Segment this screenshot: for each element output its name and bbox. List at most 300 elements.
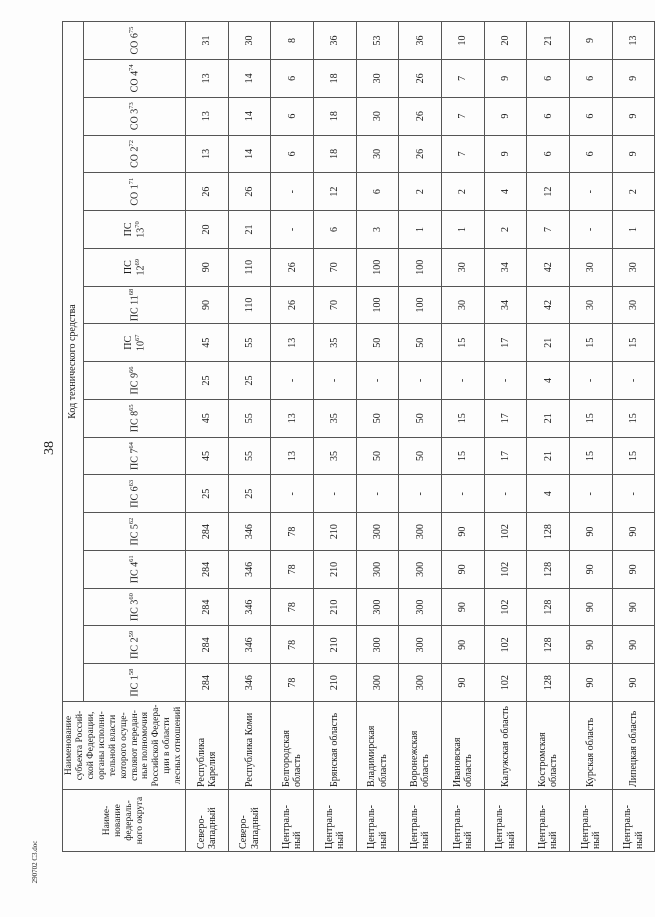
table-row: [527, 22, 570, 852]
header-text-line: федераль-: [124, 800, 135, 841]
value-cell: -: [570, 211, 613, 249]
value-cell: 30: [442, 286, 485, 324]
code-header: [84, 664, 186, 702]
table-row: [570, 22, 613, 852]
value-cell: 25: [186, 475, 229, 513]
value-cell: 14: [228, 97, 271, 135]
value-cell: -: [314, 362, 357, 400]
value-cell: -: [570, 173, 613, 211]
value-cell: 13: [271, 324, 314, 362]
code-header: [84, 97, 186, 135]
value-cell: 90: [186, 286, 229, 324]
value-cell: 90: [612, 626, 655, 664]
code-label: СО 4: [129, 70, 141, 93]
table-row: [399, 22, 442, 852]
value-cell: 30: [356, 97, 399, 135]
value-cell: 31: [186, 22, 229, 60]
value-cell: 50: [356, 324, 399, 362]
value-cell: 10: [442, 22, 485, 60]
value-cell: 6: [527, 97, 570, 135]
code-superscript: 74: [128, 64, 136, 71]
value-cell: 2: [442, 173, 485, 211]
value-cell: 7: [442, 135, 485, 173]
value-cell: 284: [186, 550, 229, 588]
code-superscript: 72: [128, 139, 136, 147]
code-label: СО 1: [129, 184, 141, 206]
value-cell: 13: [186, 97, 229, 135]
value-cell: 100: [356, 248, 399, 286]
value-cell: 21: [228, 211, 271, 249]
value-cell: 90: [570, 626, 613, 664]
value-cell: 25: [186, 362, 229, 400]
value-cell: 50: [399, 399, 442, 437]
header-subject: [63, 702, 186, 790]
table-row: [186, 22, 229, 852]
table-row: [271, 22, 314, 852]
district-cell: Централь-ный: [442, 790, 485, 852]
value-cell: 55: [228, 437, 271, 475]
value-cell: 346: [228, 626, 271, 664]
code-header: [84, 550, 186, 588]
value-cell: 128: [527, 664, 570, 702]
value-cell: 30: [570, 248, 613, 286]
header-text-line: ного округа: [134, 796, 145, 845]
value-cell: 210: [314, 626, 357, 664]
value-cell: 13: [186, 135, 229, 173]
subject-cell: Брянская область: [314, 702, 357, 790]
value-cell: 18: [314, 97, 357, 135]
value-cell: -: [484, 362, 527, 400]
value-cell: 26: [399, 59, 442, 97]
table-row: [612, 22, 655, 852]
code-header: [84, 437, 186, 475]
value-cell: 128: [527, 626, 570, 664]
value-cell: 8: [271, 22, 314, 60]
code-superscript: 61: [128, 555, 136, 562]
value-cell: -: [356, 362, 399, 400]
value-cell: 4: [484, 173, 527, 211]
header-text-line: тельной власти: [107, 714, 118, 777]
value-cell: 210: [314, 664, 357, 702]
value-cell: 15: [612, 437, 655, 475]
value-cell: 102: [484, 626, 527, 664]
value-cell: 35: [314, 437, 357, 475]
code-header: [84, 135, 186, 173]
value-cell: 2: [612, 173, 655, 211]
header-text-line: нование: [113, 804, 124, 837]
value-cell: 300: [356, 588, 399, 626]
header-code-group: Код технического средства: [63, 22, 84, 702]
value-cell: 26: [271, 286, 314, 324]
value-cell: -: [570, 475, 613, 513]
value-cell: 9: [612, 97, 655, 135]
district-cell: Северо-Западный: [186, 790, 229, 852]
code-superscript: 68: [128, 288, 136, 296]
value-cell: 50: [399, 437, 442, 475]
header-text-line: Наиме-: [102, 805, 113, 836]
value-cell: 3: [356, 211, 399, 249]
value-cell: 26: [228, 173, 271, 211]
value-cell: 90: [612, 550, 655, 588]
value-cell: 70: [314, 286, 357, 324]
value-cell: 6: [271, 97, 314, 135]
subject-cell: Ивановская область: [442, 702, 485, 790]
code-header: [84, 475, 186, 513]
value-cell: 12: [314, 173, 357, 211]
code-label: ПС 11: [129, 295, 141, 322]
value-cell: 17: [484, 399, 527, 437]
value-cell: 102: [484, 550, 527, 588]
value-cell: -: [271, 211, 314, 249]
code-superscript: 67: [133, 334, 141, 341]
value-cell: 25: [228, 475, 271, 513]
value-cell: 50: [399, 324, 442, 362]
value-cell: -: [356, 475, 399, 513]
value-cell: 21: [527, 324, 570, 362]
doc-footer: 290702 С3.doc: [31, 840, 39, 884]
code-label: ПС 1: [129, 675, 141, 697]
subject-cell: Белгородская область: [271, 702, 314, 790]
value-cell: 110: [228, 248, 271, 286]
page-number: 38: [42, 441, 57, 455]
code-label: ПС 6: [129, 486, 141, 508]
value-cell: -: [570, 362, 613, 400]
code-label: СО 3: [129, 108, 141, 131]
code-label: ПС 8: [129, 410, 141, 433]
value-cell: 42: [527, 286, 570, 324]
district-cell: Централь-ный: [271, 790, 314, 852]
district-cell: Централь-ный: [527, 790, 570, 852]
value-cell: 30: [612, 248, 655, 286]
value-cell: 300: [399, 588, 442, 626]
value-cell: 128: [527, 588, 570, 626]
code-label: ПС 12: [122, 260, 147, 276]
value-cell: 25: [228, 362, 271, 400]
value-cell: 6: [527, 59, 570, 97]
value-cell: 90: [442, 626, 485, 664]
value-cell: 102: [484, 588, 527, 626]
header-text-line: лесных отношений: [173, 706, 184, 785]
table-row: [442, 22, 485, 852]
value-cell: 15: [442, 324, 485, 362]
value-cell: 128: [527, 550, 570, 588]
value-cell: 102: [484, 664, 527, 702]
value-cell: -: [399, 475, 442, 513]
value-cell: 20: [186, 211, 229, 249]
value-cell: 110: [228, 286, 271, 324]
value-cell: 9: [612, 135, 655, 173]
value-cell: 15: [570, 437, 613, 475]
value-cell: 15: [570, 399, 613, 437]
code-label: ПС 3: [129, 599, 141, 622]
table-row: [356, 22, 399, 852]
value-cell: 90: [442, 513, 485, 551]
header-text-line: ные полномочия: [140, 712, 151, 779]
value-cell: 30: [570, 286, 613, 324]
subject-cell: Курская область: [570, 702, 613, 790]
code-label: СО 6: [129, 33, 141, 55]
value-cell: 300: [356, 626, 399, 664]
value-cell: 6: [314, 211, 357, 249]
table-row: [484, 22, 527, 852]
value-cell: 9: [484, 97, 527, 135]
value-cell: 1: [442, 211, 485, 249]
value-cell: -: [271, 475, 314, 513]
value-cell: 36: [314, 22, 357, 60]
code-label: ПС 9: [129, 373, 141, 395]
code-superscript: 60: [128, 593, 136, 600]
table-row: [228, 22, 271, 852]
code-superscript: 66: [128, 366, 136, 374]
value-cell: 102: [484, 513, 527, 551]
code-header: [84, 59, 186, 97]
value-cell: 14: [228, 135, 271, 173]
value-cell: 26: [399, 97, 442, 135]
value-cell: -: [314, 475, 357, 513]
value-cell: 128: [527, 513, 570, 551]
district-cell: Централь-ный: [399, 790, 442, 852]
value-cell: 300: [356, 513, 399, 551]
value-cell: 45: [186, 399, 229, 437]
value-cell: 9: [484, 135, 527, 173]
value-cell: 346: [228, 550, 271, 588]
header-text-line: ствляют передан-: [129, 710, 140, 781]
code-label: ПС 4: [129, 561, 141, 584]
value-cell: 9: [570, 22, 613, 60]
code-superscript: 58: [128, 668, 136, 676]
value-cell: -: [612, 475, 655, 513]
value-cell: 26: [271, 248, 314, 286]
value-cell: 9: [612, 59, 655, 97]
table-row: [314, 22, 357, 852]
code-header: [84, 626, 186, 664]
code-superscript: 65: [128, 404, 136, 411]
value-cell: 78: [271, 626, 314, 664]
value-cell: 53: [356, 22, 399, 60]
value-cell: 6: [570, 97, 613, 135]
code-superscript: 62: [128, 517, 136, 525]
value-cell: 90: [570, 664, 613, 702]
header-text-line: ской Федерации,: [85, 711, 96, 780]
value-cell: 6: [570, 135, 613, 173]
value-cell: 90: [442, 664, 485, 702]
value-cell: 13: [271, 437, 314, 475]
value-cell: 70: [314, 248, 357, 286]
header-text-line: субъекта Россий-: [74, 710, 85, 781]
code-label: ПС 2: [129, 637, 141, 659]
value-cell: 300: [356, 550, 399, 588]
value-cell: 6: [570, 59, 613, 97]
value-cell: 90: [570, 550, 613, 588]
value-cell: 1: [399, 211, 442, 249]
value-cell: 55: [228, 324, 271, 362]
code-superscript: 59: [128, 630, 136, 638]
header-text-line: Российской Федера-: [151, 704, 162, 787]
value-cell: 18: [314, 59, 357, 97]
value-cell: 30: [442, 248, 485, 286]
district-cell: Централь-ный: [314, 790, 357, 852]
value-cell: 21: [527, 437, 570, 475]
value-cell: 9: [484, 59, 527, 97]
value-cell: -: [484, 475, 527, 513]
code-header: [84, 399, 186, 437]
value-cell: 7: [442, 97, 485, 135]
value-cell: 78: [271, 588, 314, 626]
district-cell: Централь-ный: [356, 790, 399, 852]
code-superscript: 73: [128, 102, 136, 109]
value-cell: 35: [314, 399, 357, 437]
header-text-line: ции в области: [162, 717, 173, 774]
value-cell: 34: [484, 286, 527, 324]
value-cell: 26: [186, 173, 229, 211]
code-label: СО 2: [129, 146, 141, 168]
value-cell: 13: [271, 399, 314, 437]
value-cell: 15: [612, 399, 655, 437]
value-cell: 284: [186, 664, 229, 702]
code-header: [84, 324, 186, 362]
value-cell: 55: [228, 399, 271, 437]
value-cell: -: [271, 362, 314, 400]
value-cell: 100: [356, 286, 399, 324]
value-cell: 15: [442, 399, 485, 437]
value-cell: 4: [527, 362, 570, 400]
code-label: ПС 5: [129, 524, 141, 546]
value-cell: 284: [186, 588, 229, 626]
value-cell: -: [442, 362, 485, 400]
value-cell: -: [271, 173, 314, 211]
code-superscript: 69: [133, 258, 141, 266]
value-cell: 90: [570, 588, 613, 626]
value-cell: 13: [186, 59, 229, 97]
value-cell: 21: [527, 22, 570, 60]
table-body: [186, 22, 655, 852]
code-label: ПС 13: [122, 222, 147, 238]
subject-cell: Владимирская область: [356, 702, 399, 790]
value-cell: 45: [186, 437, 229, 475]
value-cell: 90: [442, 550, 485, 588]
value-cell: 1: [612, 211, 655, 249]
value-cell: 4: [527, 475, 570, 513]
code-header: [84, 513, 186, 551]
value-cell: 26: [399, 135, 442, 173]
value-cell: 45: [186, 324, 229, 362]
value-cell: 346: [228, 588, 271, 626]
value-cell: 100: [399, 248, 442, 286]
subject-cell: Липецкая область: [612, 702, 655, 790]
value-cell: 6: [527, 135, 570, 173]
value-cell: 7: [527, 211, 570, 249]
value-cell: 90: [186, 248, 229, 286]
district-cell: Северо-Западный: [228, 790, 271, 852]
subject-cell: Республика Коми: [228, 702, 271, 790]
value-cell: 2: [484, 211, 527, 249]
value-cell: 78: [271, 664, 314, 702]
code-header: [84, 211, 186, 249]
district-cell: Централь-ный: [570, 790, 613, 852]
value-cell: 2: [399, 173, 442, 211]
value-cell: 17: [484, 324, 527, 362]
value-cell: 78: [271, 550, 314, 588]
value-cell: 90: [612, 664, 655, 702]
value-cell: 7: [442, 59, 485, 97]
value-cell: 300: [399, 550, 442, 588]
value-cell: 90: [570, 513, 613, 551]
header-text-line: Наименование: [64, 715, 74, 776]
header-text-line: органы исполни-: [96, 711, 107, 780]
code-superscript: 71: [128, 177, 136, 185]
value-cell: 6: [356, 173, 399, 211]
value-cell: 30: [612, 286, 655, 324]
technical-means-table: [62, 21, 655, 852]
value-cell: 13: [612, 22, 655, 60]
code-header: [84, 248, 186, 286]
code-superscript: 63: [128, 479, 136, 487]
value-cell: 15: [612, 324, 655, 362]
code-header: [84, 173, 186, 211]
value-cell: 21: [527, 399, 570, 437]
value-cell: 17: [484, 437, 527, 475]
value-cell: 36: [399, 22, 442, 60]
value-cell: 18: [314, 135, 357, 173]
code-superscript: 70: [133, 221, 141, 228]
subject-cell: Республика Карелия: [186, 702, 229, 790]
value-cell: 300: [399, 513, 442, 551]
value-cell: 100: [399, 286, 442, 324]
value-cell: 300: [399, 664, 442, 702]
value-cell: 90: [612, 513, 655, 551]
value-cell: 284: [186, 513, 229, 551]
rotated-table-wrapper: [62, 22, 645, 852]
value-cell: 50: [356, 399, 399, 437]
subject-cell: Воронежская область: [399, 702, 442, 790]
code-header: [84, 362, 186, 400]
value-cell: 210: [314, 550, 357, 588]
header-district: [63, 790, 186, 852]
value-cell: 42: [527, 248, 570, 286]
header-text-line: которого осуще-: [118, 712, 129, 779]
value-cell: -: [612, 362, 655, 400]
value-cell: 20: [484, 22, 527, 60]
value-cell: 90: [442, 588, 485, 626]
value-cell: 6: [271, 135, 314, 173]
value-cell: 15: [442, 437, 485, 475]
subject-cell: Калужская область: [484, 702, 527, 790]
value-cell: -: [442, 475, 485, 513]
value-cell: 346: [228, 513, 271, 551]
value-cell: 50: [356, 437, 399, 475]
header-row-group: [63, 22, 84, 852]
value-cell: 78: [271, 513, 314, 551]
value-cell: 300: [399, 626, 442, 664]
value-cell: 15: [570, 324, 613, 362]
district-cell: Централь-ный: [612, 790, 655, 852]
code-header: [84, 588, 186, 626]
value-cell: 34: [484, 248, 527, 286]
code-label: ПС 7: [129, 448, 141, 470]
value-cell: 35: [314, 324, 357, 362]
value-cell: 284: [186, 626, 229, 664]
district-cell: Централь-ный: [484, 790, 527, 852]
code-header: [84, 286, 186, 324]
code-label: ПС 10: [122, 335, 147, 351]
value-cell: 210: [314, 588, 357, 626]
value-cell: 12: [527, 173, 570, 211]
subject-cell: Костромская область: [527, 702, 570, 790]
value-cell: -: [399, 362, 442, 400]
value-cell: 6: [271, 59, 314, 97]
value-cell: 30: [228, 22, 271, 60]
value-cell: 90: [612, 588, 655, 626]
